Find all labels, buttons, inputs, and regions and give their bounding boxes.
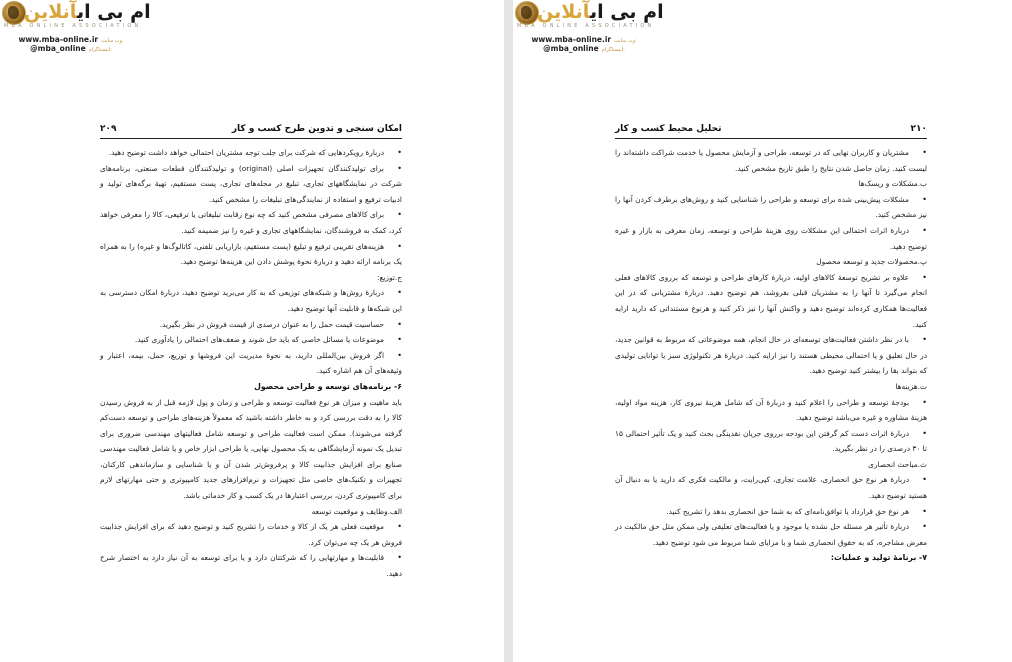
running-title: تحلیل محیط کسب و کار xyxy=(615,124,722,134)
bullet-item: • برای کالاهای مصرفی مشخص کنید که چه نوع رقابت تبلیغاتی یا ترفیعی، کالا را معرفی خواهد کرد، کمک به فروشندگان، نمایشگاههای تجاری و غیره را نیز ضمیمه کنید. xyxy=(100,207,402,238)
bullet-item: • علاوه بر تشریح توسعهٔ کالاهای اولیه، دربارهٔ کارهای طراحی و توسعه که برروی کالاهای فعلی انجام می‌گیرد تا آنها را به مشتریان قبلی بفروشد، هم توضیح دهید. دربارهٔ مشتریانی که در این فعالیت‌ها همکاری کرده‌اند توضیح دهید و واکنش آنها را نیز ذکر کنید و هرنوع مستنداتی که دارید ارایه کنید. xyxy=(615,270,927,332)
bullet-item: • قابلیت‌ها و مهارتهایی را که شرکتتان دارد و یا برای توسعه به آن نیاز دارد به اختصار شرح دهید. xyxy=(100,550,402,581)
running-title: امکان سنجی و تدوین طرح کسب و کار xyxy=(231,124,402,134)
bullet-item: • با در نظر داشتن فعالیت‌های توسعه‌ای در حال انجام، همه موضوعاتی که مربوط به قوانین جدید، در حال تعلیق و یا احتمالی محیطی هستند را نیز ارایه کنید. دربارهٔ هر تکنولوژی سبز یا توانایی تولیدی که بتواند بقا را بیشتر کنید توضیح دهید. xyxy=(615,332,927,379)
globe-emblem-icon xyxy=(2,1,26,25)
logo-website: www.mba-online.ir وب سایت: xyxy=(18,35,124,44)
running-header xyxy=(100,124,402,139)
bullet-item: • هزینه‌های تقریبی ترفیع و تبلیغ (پست مستقیم، بازاریابی تلفنی، کاتالوگ‌ها و غیره) را به همراه یک برنامه ارائه دهید و دربارهٔ نحوهٔ پوشش دادن این هزینه‌ها توضیح دهید. xyxy=(100,239,402,270)
bullet-item: • دربارهٔ هر نوع حق انحصاری، علامت تجاری، کپی‌رایت، و مالکیت فکری که دارید یا به دنبال آن هستید توضیح دهید. xyxy=(615,472,927,503)
page-body xyxy=(615,145,927,566)
page-body xyxy=(100,145,402,582)
logo-association: MBA ONLINE ASSOCIATION xyxy=(4,23,142,29)
bullet-item: • دربارهٔ اثرات دست کم گرفتن این بودجه برروی جریان نقدینگی بحث کنید و یک تأثیر احتمالی ۱۵ تا ۳۰ درصدی را در نظر بگیرید. xyxy=(615,426,927,457)
bullet-item: • دربارهٔ رویکردهایی که شرکت برای جلب توجه مشتریان احتمالی خواهد داشت توضیح دهید. xyxy=(100,145,402,161)
page-number: ۲۰۹ xyxy=(100,124,117,134)
bullet-item: • موضوعات یا مسائل خاصی که باید حل شوند و ضعف‌های احتمالی را یادآوری کنید. xyxy=(100,332,402,348)
bullet-item: • حساسیت قیمت حمل را به عنوان درصدی از قیمت فروش در نظر بگیرید. xyxy=(100,317,402,333)
bullet-item: • دربارهٔ تأثیر هر مسئله حل نشده یا موجود و یا فعالیت‌های تعلیقی ولی ممکن مثل حق مالکیت در معرض مشاجره، که به حقوق انحصاری شما و یا مزایای شما مربوط می شود توضیح دهید. xyxy=(615,519,927,550)
logo-wordmark: ام بی ایآنلاین xyxy=(24,1,151,23)
logo-instagram: @mba_online اینستاگرام: xyxy=(543,44,625,53)
left-page xyxy=(0,0,504,662)
bullet-item: • مشکلات پیش‌بینی شده برای توسعه و طراحی را شناسایی کنید و روش‌های برطرف کردن آنها را نیز مشخص کنید. xyxy=(615,192,927,223)
bullet-item: • مشتریان و کاربران نهایی که در توسعه، طراحی و آزمایش محصول یا خدمت شراکت داشته‌اند را لیست کنید. زمان حاصل شدن نتایج را طبق تاریخ مشخص کنید. xyxy=(615,145,927,176)
subsection-label: الف.وظایف و موقعیت توسعه xyxy=(311,506,402,516)
running-header xyxy=(615,124,927,139)
mba-online-logo xyxy=(513,0,664,53)
section-heading: ۷- برنامهٔ تولید و عملیات: xyxy=(830,553,927,563)
bullet-item: • هر نوع حق قرارداد یا توافق‌نامه‌ای که به شما حق انحصاری بدهد را تشریح کنید. xyxy=(615,504,927,520)
paragraph: باید ماهیت و میزان هر نوع فعالیت توسعه و طراحی و زمان و پول لازمه قبل از به فروش رسیدن کالا را به دقت بررسی کرد و به خاطر داشته باشید که معمولاً هزینه‌های طراحی و توسعه دست‌کم گرفته می‌شوند). ممکن است فعالیت طراحی و توسعه شامل فعالیتهای مهندسی ضروری برای تبدیل یک نمونه آزمایشگاهی به یک محصول نهایی، یا طراحی ابزار خاص و یا شامل فعالیت مهندسی صنایع برای افزایش جذابیت کالا و پرفروش‌تر شدن آن و یا شناسایی و سازماندهی کارکنان، تجهیزات و تکنیک‌های خاصی مثل تجهیزات و نرم‌افزارهای جدید کامپیوتری و حتی مهارتهای لازم برای کامپیوتری کردن، بررسی اعتبارها در یک کسب و کار خدماتی باشد. xyxy=(100,397,402,501)
subsection-label: پ.محصولات جدید و توسعه محصول xyxy=(816,257,927,267)
bullet-item: • بودجهٔ توسعه و طراحی را اعلام کنید و دربارهٔ آن که شامل هزینهٔ نیروی کار، هزینه مواد اولیه، هزینهٔ مشاوره و غیره می‌باشد توضیح دهید. xyxy=(615,395,927,426)
right-page xyxy=(513,0,1012,662)
globe-emblem-icon xyxy=(515,1,539,25)
logo-instagram: @mba_online اینستاگرام: xyxy=(30,44,112,53)
logo-website: www.mba-online.ir وب سایت: xyxy=(531,35,637,44)
bullet-item: • دربارهٔ روش‌ها و شبکه‌های توزیعی که به کار می‌برید توضیح دهید، دربارهٔ امکان دسترسی به این شبکه‌ها و قابلیت آنها توضیح دهید. xyxy=(100,285,402,316)
bullet-item: • موقعیت فعلی هر یک از کالا و خدمات را تشریح کنید و توضیح دهید که برای افزایش جذابیت فروش هر یک چه می‌توان کرد. xyxy=(100,519,402,550)
bullet-item: • دربارهٔ اثرات احتمالی این مشکلات روی هزینهٔ طراحی و توسعه، زمان معرفی به بازار و غیره توضیح دهید. xyxy=(615,223,927,254)
mba-online-logo xyxy=(0,0,151,53)
logo-wordmark: ام بی ایآنلاین xyxy=(537,1,664,23)
logo-association: MBA ONLINE ASSOCIATION xyxy=(517,23,655,29)
subsection-label: ب.مشکلات و ریسک‌ها xyxy=(858,179,927,189)
subsection-label: ج.توزیع: xyxy=(376,272,402,282)
bullet-item: • اگر فروش بین‌المللی دارید، به نحوهٔ مدیریت این فروشها و توزیع، حمل، بیمه، اعتبار و وثیقه‌های آن هم اشاره کنید. xyxy=(100,348,402,379)
bullet-item: • برای تولیدکنندگان تجهیزات اصلی (original) و تولیدکنندگان قطعات صنعتی، برنامه‌های شرکت در نمایشگاههای تجاری، تبلیغ در مجله‌های تجاری، پست مستقیم، تهیهٔ برگه‌های تولید و ادبیات ترفیع و استفاده از نمایندگی‌های تبلیغات را مشخص کنید. xyxy=(100,161,402,208)
page-number: ۲۱۰ xyxy=(910,124,927,134)
subsection-label: ت.هزینه‌ها xyxy=(895,381,927,391)
subsection-label: ث.مباحث انحصاری xyxy=(868,459,927,469)
section-heading: ۶- برنامه‌های توسعه و طراحی محصول xyxy=(254,381,402,391)
